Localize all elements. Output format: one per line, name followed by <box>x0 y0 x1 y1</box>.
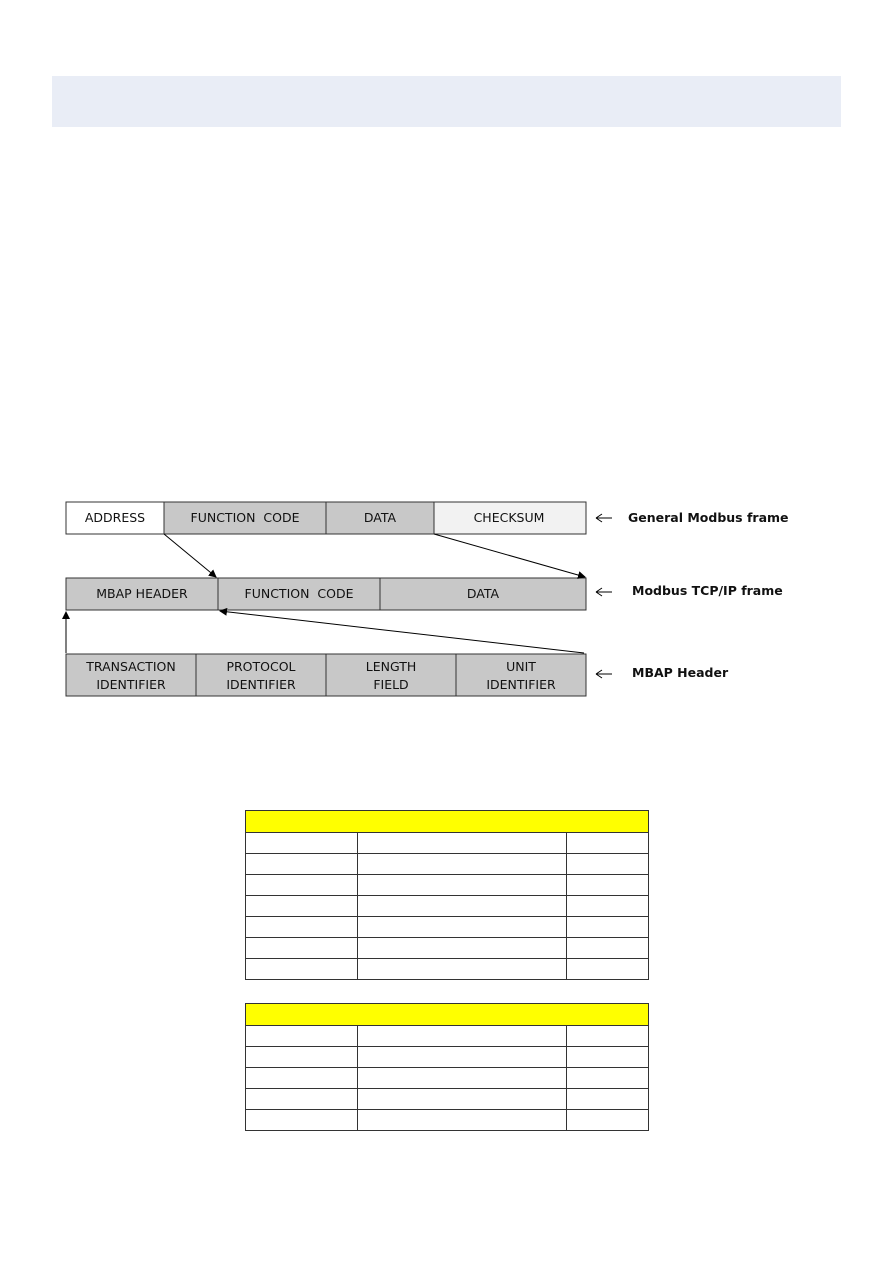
table-row <box>246 917 649 938</box>
data-mapping-arrow <box>434 534 585 577</box>
table-row <box>246 896 649 917</box>
table-row <box>246 1110 649 1131</box>
mbap-field-text: FIELD <box>373 677 409 692</box>
table-row <box>246 1068 649 1089</box>
mbap-header-row <box>66 654 586 696</box>
left-arrow-icon <box>596 514 612 522</box>
table-row <box>246 875 649 896</box>
mbap-field-text: IDENTIFIER <box>486 677 556 692</box>
tcp-field-text: FUNCTION CODE <box>244 586 354 601</box>
table-row <box>246 1047 649 1068</box>
tcp-frame-label: Modbus TCP/IP frame <box>632 583 783 598</box>
tcp-field-text: DATA <box>466 586 500 601</box>
general-field-text: DATA <box>363 510 397 525</box>
register-table-2 <box>245 1003 649 1131</box>
mbap-field-text: LENGTH <box>365 659 417 674</box>
left-arrow-icon <box>596 588 612 596</box>
tcp-frame-row <box>66 578 586 610</box>
general-field-text: ADDRESS <box>84 510 146 525</box>
mbap-field-text: IDENTIFIER <box>226 677 296 692</box>
general-field-text: FUNCTION CODE <box>190 510 300 525</box>
general-field-text: CHECKSUM <box>473 510 545 525</box>
general-frame-label: General Modbus frame <box>628 510 789 525</box>
mbap-field-text: PROTOCOL <box>226 659 296 674</box>
register-table-1 <box>245 810 649 980</box>
table-header-bar <box>246 1004 649 1026</box>
table-row <box>246 959 649 980</box>
general-frame-row <box>66 502 586 534</box>
left-arrow-icon <box>596 670 612 678</box>
table-header-bar <box>246 811 649 833</box>
mbap-field-text: UNIT <box>506 659 536 674</box>
mbap-header-label: MBAP Header <box>632 665 729 680</box>
mbap-to-function-arrow <box>220 611 584 653</box>
table-row <box>246 938 649 959</box>
table-row <box>246 1089 649 1110</box>
tcp-field-text: MBAP HEADER <box>96 586 188 601</box>
function-code-mapping-arrow <box>164 534 216 577</box>
table-row <box>246 1026 649 1047</box>
side-labels <box>596 510 789 680</box>
table-row <box>246 854 649 875</box>
mbap-field-text: TRANSACTION <box>86 659 176 674</box>
mbap-field-text: IDENTIFIER <box>96 677 166 692</box>
table-row <box>246 833 649 854</box>
